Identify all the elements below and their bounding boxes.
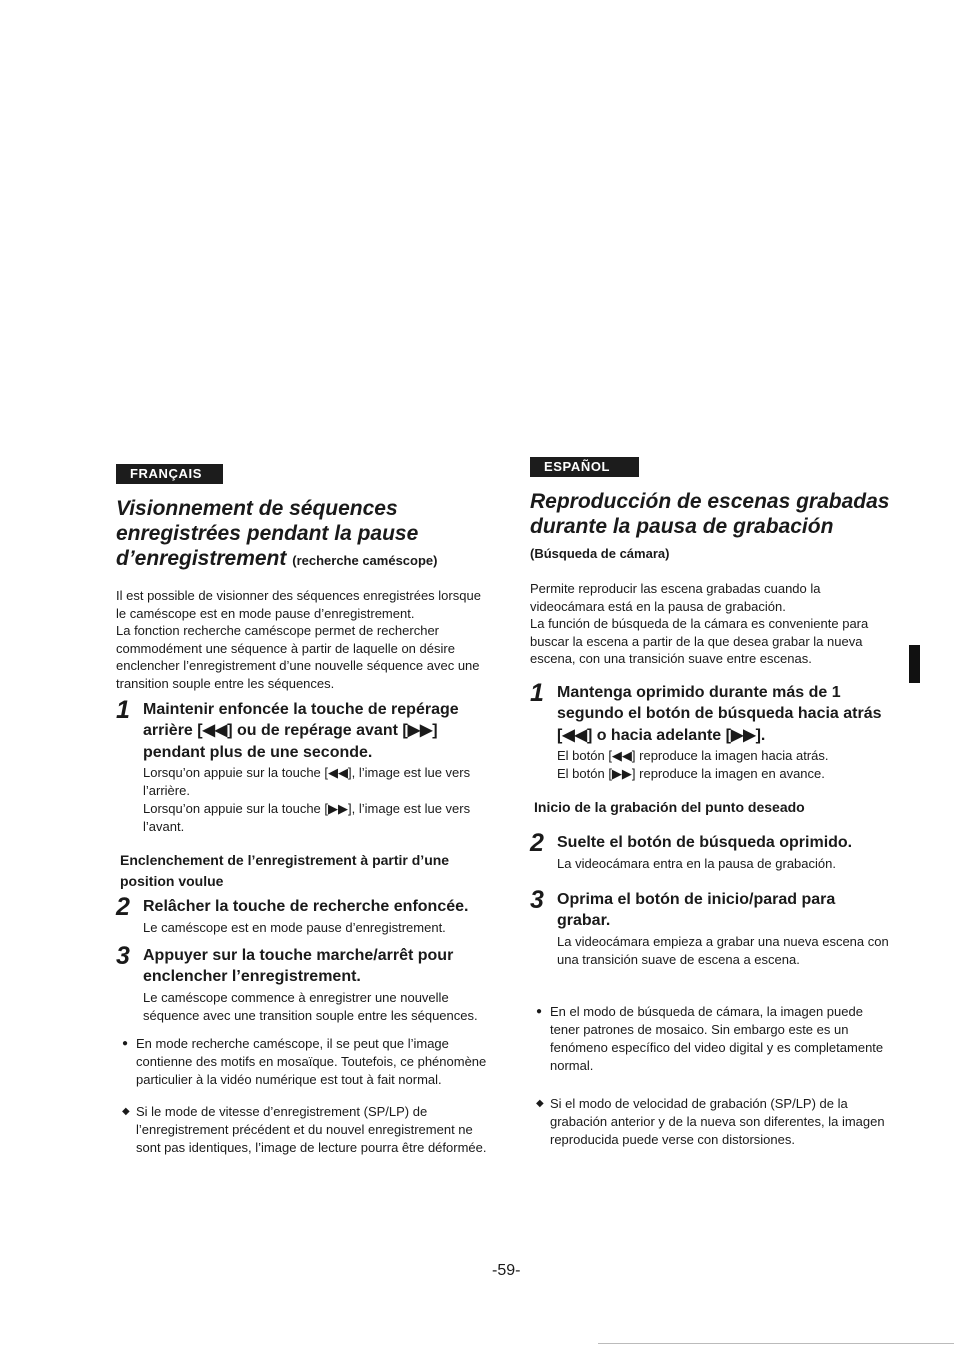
step-description: La videocámara empieza a grabar una nueva escena con una transición suave de escena a escena. xyxy=(557,933,889,967)
intro-text xyxy=(530,580,892,668)
step-number: 2 xyxy=(116,893,130,922)
note-text: En el modo de búsqueda de cámara, la imagen puede tener patrones de mosaico. Sin embargo este es un fenómeno específico del video digital y es completamente normal. xyxy=(550,1003,884,1073)
step-description: La videocámara entra en la pausa de grabación. xyxy=(557,855,836,871)
step-description-line: Lorsqu’on appuie sur la touche [▶▶], l’image est lue vers l’avant. xyxy=(143,801,471,835)
subheading: Inicio de la grabación del punto deseado xyxy=(534,799,805,816)
language-tag-french: FRANÇAIS xyxy=(116,464,223,484)
title-subtitle: (recherche caméscope) xyxy=(292,553,438,568)
note-text: En mode recherche caméscope, il se peut que l’image contienne des motifs en mosaïque. Toutefois, ce phénomène particulier à la vidéo numérique est tout à fait normal. xyxy=(136,1035,487,1087)
step-title: Suelte el botón de búsqueda oprimido. xyxy=(557,834,853,852)
section-title-spanish xyxy=(530,489,892,566)
step-title: Appuyer sur la touche marche/arrêt pour enclencher l’enregistrement. xyxy=(143,946,454,986)
step-number: 1 xyxy=(116,695,130,724)
step-description-line: El botón [◀◀] reproduce la imagen hacia atrás. xyxy=(557,748,829,764)
step-1 xyxy=(116,695,488,837)
step-number: 2 xyxy=(530,829,544,858)
step-3 xyxy=(116,941,488,1025)
title-main: Visionnement de séquences enregistrées pendant la pause d’enregistrement xyxy=(116,497,419,570)
step-title: Oprima el botón de inicio/parad para grabar. xyxy=(557,890,836,930)
step-description-line: Lorsqu’on appuie sur la touche [◀◀], l’image est lue vers l’arrière. xyxy=(143,765,471,799)
step-description: Le caméscope est en mode pause d’enregistrement. xyxy=(143,919,446,935)
title-subtitle: (Búsqueda de cámara) xyxy=(530,546,670,561)
step-description xyxy=(143,764,488,836)
note xyxy=(530,1003,892,1075)
step-number: 3 xyxy=(530,885,544,914)
step-description xyxy=(557,747,892,783)
step-number: 3 xyxy=(116,941,130,970)
divider xyxy=(598,1343,954,1344)
french-column xyxy=(116,464,488,1157)
step-number: 1 xyxy=(530,678,544,707)
intro-paragraph: Il est possible de visionner des séquences enregistrées lorsque le caméscope est en mode pause d’enregistrement. xyxy=(116,588,481,621)
step-2 xyxy=(116,893,488,937)
bullet-circle-icon: ● xyxy=(122,1037,129,1049)
step-1 xyxy=(530,678,892,784)
spanish-column xyxy=(530,457,892,1149)
intro-text xyxy=(116,587,488,693)
step-description: Le caméscope commence à enregistrer une nouvelle séquence avec une transition souple entre les séquences. xyxy=(143,989,478,1023)
bullet-diamond-icon: ◆ xyxy=(122,1105,130,1117)
step-title: Relâcher la touche de recherche enfoncée. xyxy=(143,898,469,916)
step-description-line: El botón [▶▶] reproduce la imagen en avance. xyxy=(557,766,825,782)
bullet-diamond-icon: ◆ xyxy=(536,1097,544,1109)
note xyxy=(530,1095,892,1149)
note xyxy=(116,1035,488,1089)
note xyxy=(116,1103,488,1157)
note-text: Si el modo de velocidad de grabación (SP/LP) de la grabación anterior y de la nueva son diferentes, la imagen reproducida puede verse con distorsiones. xyxy=(550,1095,885,1147)
step-title: Maintenir enfoncée la touche de repérage arrière [◀◀] ou de repérage avant [▶▶] pendant plus de une seconde. xyxy=(143,700,459,761)
intro-paragraph: La función de búsqueda de la cámara es conveniente para buscar la escena a partir de la que desea grabar la nueva escena, con una transición suave entre escenas. xyxy=(530,616,869,667)
language-tag-spanish: ESPAÑOL xyxy=(530,457,639,477)
intro-paragraph: La fonction recherche caméscope permet de rechercher commodément une séquence à partir de laquelle on désire enclencher l’enregistrement d’une nouvelle séquence avec une transition souple entre les séquences. xyxy=(116,623,480,691)
intro-paragraph: Permite reproducir las escena grabadas cuando la videocámara está en la pausa de grabación. xyxy=(530,581,821,614)
page-number: -59- xyxy=(492,1262,521,1279)
section-edge-marker xyxy=(909,645,920,683)
title-main: Reproducción de escenas grabadas durante la pausa de grabación xyxy=(530,490,890,538)
step-title: Mantenga oprimido durante más de 1 segundo el botón de búsqueda hacia atrás [◀◀] o hacia adelante [▶▶]. xyxy=(557,683,882,744)
note-text: Si le mode de vitesse d’enregistrement (SP/LP) de l’enregistrement précédent et du nouvel enregistrement ne sont pas identiques, l’image de lecture pourra être déformée. xyxy=(136,1103,487,1155)
bullet-circle-icon: ● xyxy=(536,1005,543,1017)
step-3 xyxy=(530,885,892,969)
section-title-french xyxy=(116,496,488,573)
step-2 xyxy=(530,829,892,873)
subheading: Enclenchement de l’enregistrement à partir d’une position voulue xyxy=(120,852,450,890)
